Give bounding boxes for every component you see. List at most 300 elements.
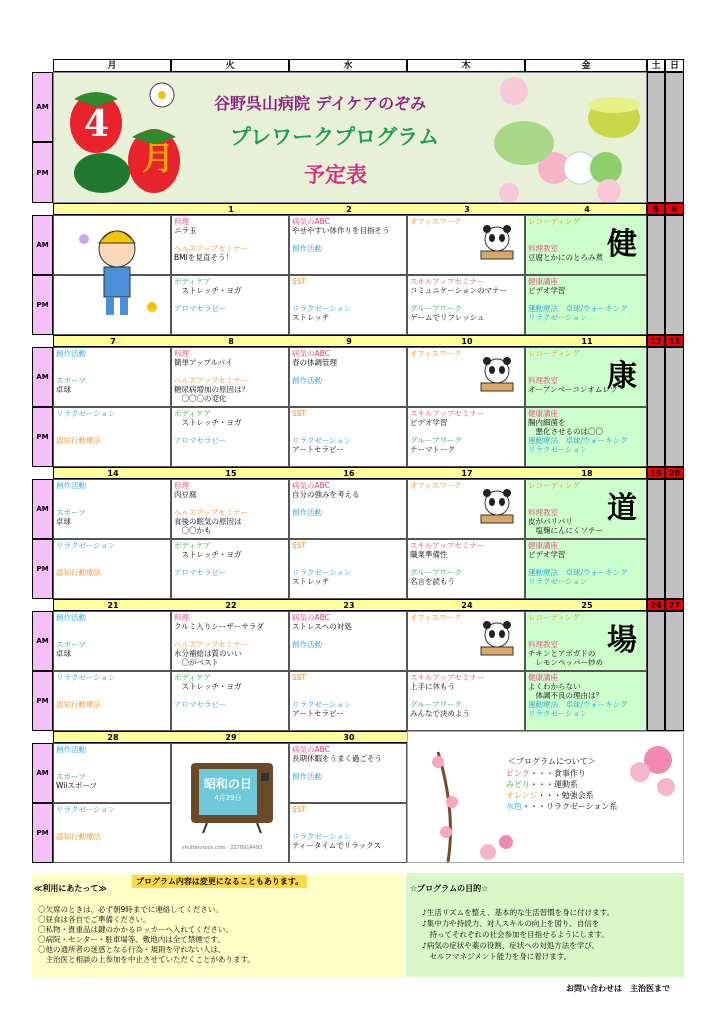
program-detail: [410, 427, 522, 436]
mon-am-cell: [53, 347, 171, 407]
program-detail: [56, 823, 168, 832]
legend-description: ・・・勉強会系: [537, 791, 594, 800]
weekend-cell: [665, 611, 684, 731]
program-category: ボディケア: [174, 541, 211, 550]
usage-heading: ≪利用にあたって≫: [34, 884, 107, 893]
saturday-date: 12: [647, 335, 665, 347]
program-detail: [292, 235, 404, 244]
motto-kanji: 健: [607, 227, 637, 262]
program-category: SST: [292, 673, 307, 682]
program-category: ヘルスアップセミナー: [174, 376, 249, 385]
date-wed: 2: [346, 205, 352, 214]
program-category: レコーディング: [528, 613, 580, 622]
program-category: スキルアップセミナー: [410, 673, 485, 682]
program-category: 認知行動療法: [56, 436, 101, 445]
program-detail: [174, 691, 286, 700]
date-mon: 7: [110, 337, 116, 346]
contact: お問い合わせは 主治医まで: [566, 984, 670, 993]
program-category: 創作活動: [56, 613, 86, 622]
program-detail: [292, 814, 404, 823]
program-detail: 簡単アップルパイ: [174, 358, 233, 367]
program-detail: ゲームでリフレッシュ: [410, 313, 485, 322]
thu-pm-cell: [407, 407, 525, 467]
program-category: 創作活動: [56, 745, 86, 754]
program-detail: 長期休暇をうまく過ごそう: [292, 754, 382, 763]
program-detail: 皮がパリパリ: [528, 517, 573, 526]
program-category: リラクゼーション: [528, 577, 588, 586]
sunday-date: 6: [665, 203, 684, 215]
pm-label: PM: [32, 803, 53, 863]
program-detail: レモンペッパー炒め: [528, 658, 603, 667]
program-detail: BMIを見直そう！: [174, 253, 233, 262]
purpose-list: [422, 907, 614, 962]
mon-am-cell: [53, 611, 171, 671]
legend-description: ・・・リラクゼーション系: [522, 802, 618, 811]
date-mon: 14: [107, 469, 119, 478]
mon-am-cell: [53, 479, 171, 539]
program-category: アロマセラピー: [174, 436, 227, 445]
date-wed: 23: [343, 601, 355, 610]
calendar: [32, 59, 684, 863]
program-detail: ビデオ学習: [410, 418, 448, 427]
program-detail: テーマトーク: [410, 445, 455, 454]
program-category: オフィスワーク: [410, 481, 462, 490]
header-mon: 月: [53, 59, 171, 72]
program-category: 創作活動: [292, 508, 322, 517]
program-about-box: [407, 731, 684, 863]
boy-mascot-icon: [72, 219, 162, 333]
sunday-date: 13: [665, 335, 684, 347]
mon-pm-cell: [53, 803, 171, 863]
program-detail: オープンベーコンオムレツ: [528, 385, 618, 394]
pm-label: PM: [32, 275, 53, 335]
program-category: リラクゼーション: [56, 541, 116, 550]
program-detail: 水分補給は質のいい: [174, 649, 242, 658]
program-category: 創作活動: [292, 772, 322, 781]
program-detail: [174, 235, 286, 244]
program-detail: 肉豆腐: [174, 490, 197, 499]
program-category: アロマセラピー: [174, 304, 227, 313]
program-detail: [56, 550, 168, 559]
program-category: 病気のABC: [292, 217, 330, 226]
date-tue: 1: [228, 205, 234, 214]
program-detail: [410, 691, 522, 700]
pm-label: PM: [32, 671, 53, 731]
program-detail: ストレッチ・ヨガ: [174, 550, 242, 559]
program-detail: [174, 559, 286, 568]
purpose-item: ♪集中力や持続力、対人スキルの向上を図り、自信を: [422, 919, 600, 928]
usage-item: 〇昼食は各自でご準備ください。: [38, 915, 151, 924]
program-category: 認知行動療法: [56, 700, 101, 709]
program-detail: [528, 559, 644, 568]
program-detail: [528, 295, 644, 304]
program-detail: [56, 358, 168, 367]
program-detail: アートセラピー: [292, 445, 344, 454]
program-category: ヘルスアップセミナー: [174, 640, 249, 649]
program-detail: 食後の眠気の原因は: [174, 517, 242, 526]
program-category: オフィスワーク: [410, 217, 462, 226]
program-detail: 卓球: [56, 385, 71, 394]
legend-color-name: オレンジ: [506, 791, 538, 800]
program-category: 認知行動療法: [56, 568, 101, 577]
image-credit: shutterstock.com · 2278914493: [182, 845, 263, 851]
program-category: 創作活動: [56, 349, 86, 358]
program-detail: [410, 559, 522, 568]
header-tue: 火: [171, 59, 289, 72]
program-detail: [292, 286, 404, 295]
date-wed: 16: [343, 469, 355, 478]
header-sun: 日: [665, 59, 684, 72]
usage-box: [32, 873, 404, 977]
program-category: 病気のABC: [292, 349, 330, 358]
am-label: AM: [32, 347, 53, 407]
program-detail: ストレッチ: [292, 577, 330, 586]
program-detail: [292, 631, 404, 640]
panda-icon: [477, 487, 517, 531]
program-category: 創作活動: [292, 244, 322, 253]
program-detail: [56, 490, 168, 499]
wed-pm-cell: [289, 539, 407, 599]
thu-pm-cell: [407, 539, 525, 599]
program-detail: 糖尿病増加の原因は？: [174, 385, 249, 394]
legend-color-name: 水色: [506, 802, 522, 811]
am-label: AM: [32, 611, 53, 671]
program-detail: チキンとアボガドの: [528, 649, 596, 658]
program-detail: ストレッチ・ヨガ: [174, 418, 242, 427]
program-category: 認知行動療法: [56, 832, 101, 841]
program-detail: [56, 367, 168, 376]
motto-kanji: 康: [607, 359, 637, 394]
program-detail: [292, 691, 404, 700]
am-label: AM: [32, 215, 53, 275]
program-category: リラクゼーション: [528, 313, 588, 322]
panda-icon: [477, 619, 517, 663]
program-category: 健康講座: [528, 673, 558, 682]
usage-item: 〇病院・センター・駐車場等、敷地内は全て禁煙です。: [38, 935, 225, 944]
program-detail: [292, 550, 404, 559]
program-category: 料理教室: [528, 640, 558, 649]
program-category: 健康講座: [528, 541, 558, 550]
tue-am-cell: [171, 611, 289, 671]
mon-pm-cell: [53, 671, 171, 731]
tue-pm-cell: [171, 539, 289, 599]
program-category: グループワーク: [410, 436, 462, 445]
saturday-date: 5: [647, 203, 665, 215]
program-detail: ビデオ学習: [528, 550, 566, 559]
program-detail: 悪化させるのは〇〇: [528, 427, 603, 436]
date-row: [53, 335, 647, 347]
program-legend-item: [506, 801, 617, 812]
program-detail: ビデオ学習: [528, 286, 566, 295]
program-detail: [174, 427, 286, 436]
program-detail: ストレッチ: [292, 313, 330, 322]
program-category: ヘルスアップセミナー: [174, 244, 249, 253]
program-detail: [56, 682, 168, 691]
tue-am-cell: [171, 479, 289, 539]
am-label: AM: [32, 72, 53, 142]
date-row: [53, 599, 647, 611]
program-detail: ストレッチ・ヨガ: [174, 286, 242, 295]
tue-am-cell: [171, 215, 289, 275]
banner-sat: [647, 72, 665, 203]
sunday-date: 27: [665, 599, 684, 611]
program-about-list: [506, 768, 617, 812]
program-detail: [56, 418, 168, 427]
panda-icon: [477, 355, 517, 399]
header-wed: 水: [289, 59, 407, 72]
month-kanji: 月: [142, 139, 175, 177]
program-category: ボディケア: [174, 277, 211, 286]
purpose-item: 持ってそれぞれの社会参加を目指せるようにします。: [422, 930, 609, 939]
showa-title: 昭和の日: [203, 777, 252, 791]
banner-sun: [665, 72, 684, 203]
purpose-heading: ☆プログラムの目的☆: [410, 884, 489, 893]
program-category: 健康講座: [528, 277, 558, 286]
program-category: グループワーク: [410, 304, 462, 313]
program-detail: [292, 559, 404, 568]
showa-tv: [187, 755, 277, 835]
fri-pm-cell: [525, 275, 647, 335]
pm-label: PM: [32, 539, 53, 599]
date-wed: 30: [343, 733, 355, 742]
program-detail: [174, 367, 286, 376]
title-banner: [53, 72, 647, 203]
weekend-cell: [665, 479, 684, 599]
program-category: リラクゼーション: [292, 436, 352, 445]
weekend-cell: [647, 479, 665, 599]
purpose-item: セルフマネジメント能力を身に着けます。: [422, 952, 572, 961]
wed-am-cell: [289, 347, 407, 407]
tue-pm-cell: [171, 275, 289, 335]
program-detail: 職業準備性: [410, 550, 448, 559]
wed-pm-cell: [289, 803, 407, 863]
weekend-cell: [665, 215, 684, 335]
weekend-cell: [647, 215, 665, 335]
header-thu: 木: [407, 59, 525, 72]
program-category: レコーディング: [528, 349, 580, 358]
wed-pm-cell: [289, 407, 407, 467]
program-category: グループワーク: [410, 568, 462, 577]
program-detail: [56, 499, 168, 508]
legend-description: ・・・食事作り: [529, 769, 586, 778]
program-detail: [56, 559, 168, 568]
program-category: 料理: [174, 613, 189, 622]
program-detail: コミュニケーションのマナー: [410, 286, 508, 295]
program-category: 病気のABC: [292, 481, 330, 490]
program-category: スポーツ: [56, 640, 86, 649]
program-detail: 上手に休もう: [410, 682, 455, 691]
program-category: SST: [292, 409, 307, 418]
mon-pm-cell: [53, 539, 171, 599]
date-mon: 28: [107, 733, 119, 742]
program-category: リラクゼーション: [528, 445, 588, 454]
program-detail: [292, 418, 404, 427]
program-detail: みんなで決めよう: [410, 709, 470, 718]
program-category: 運動療法 卓球/ウォーキング: [528, 700, 628, 709]
panda-icon: [477, 223, 517, 267]
date-tue: 29: [225, 733, 237, 742]
program-category: SST: [292, 541, 307, 550]
program-category: 料理: [174, 481, 189, 490]
program-detail: 〇〇〇の変化: [174, 394, 227, 403]
program-detail: [410, 295, 522, 304]
program-category: アロマセラピー: [174, 700, 227, 709]
date-thu: 3: [464, 205, 470, 214]
date-thu: 10: [461, 337, 473, 346]
program-detail: [292, 499, 404, 508]
program-detail: ニラ玉: [174, 226, 197, 235]
weekend-cell: [665, 347, 684, 467]
program-category: 運動療法 卓球/ウォーキング: [528, 304, 628, 313]
program-category: ボディケア: [174, 409, 211, 418]
program-category: リラクゼーション: [56, 673, 116, 682]
mon-pm-cell: [53, 407, 171, 467]
program-category: 料理教室: [528, 244, 558, 253]
program-category: スポーツ: [56, 772, 86, 781]
program-category: 料理: [174, 217, 189, 226]
fri-pm-cell: [525, 671, 647, 731]
date-wed: 9: [346, 337, 352, 346]
program-category: 創作活動: [56, 481, 86, 490]
program-category: リラクゼーション: [292, 568, 352, 577]
program-category: 健康講座: [528, 409, 558, 418]
motto-kanji: 道: [607, 491, 637, 526]
program-category: 創作活動: [292, 640, 322, 649]
program-category: オフィスワーク: [410, 613, 462, 622]
program-category: 料理教室: [528, 376, 558, 385]
program-detail: ティータイムでリラックス: [292, 841, 382, 850]
program-detail: アートセラピー: [292, 709, 344, 718]
date-fri: 25: [581, 601, 593, 610]
usage-item: 〇欠席のときは、必ず朝9時までに連絡してください。: [38, 905, 223, 914]
schedule-title: 予定表: [304, 163, 367, 187]
legend-description: ・・・運動系: [530, 780, 578, 789]
saturday-date: 26: [647, 599, 665, 611]
program-category: リラクゼーション: [56, 805, 116, 814]
usage-list: [38, 905, 255, 965]
wed-am-cell: [289, 743, 407, 803]
program-category: 料理教室: [528, 508, 558, 517]
program-category: 料理: [174, 349, 189, 358]
date-tue: 22: [225, 601, 237, 610]
program-detail: [174, 499, 286, 508]
motto-kanji: 場: [607, 623, 637, 658]
program-detail: Wiiスポーツ: [56, 781, 98, 790]
program-category: レコーディング: [528, 217, 580, 226]
program-detail: [56, 814, 168, 823]
wed-pm-cell: [289, 275, 407, 335]
program-category: ヘルスアップセミナー: [174, 508, 249, 517]
program-category: リラクゼーション: [292, 832, 352, 841]
program-detail: [56, 427, 168, 436]
program-detail: ストレッチ・ヨガ: [174, 682, 242, 691]
program-title: プレワークプログラム: [230, 125, 439, 149]
date-mon: 21: [107, 601, 119, 610]
thu-pm-cell: [407, 671, 525, 731]
hospital-name: 谷野呉山病院 デイケアのぞみ: [214, 94, 427, 113]
showa-date: 4月29日: [214, 794, 242, 802]
program-category: リラクゼーション: [528, 709, 588, 718]
month-number: 4: [84, 103, 110, 145]
program-detail: [174, 631, 286, 640]
purpose-box: [406, 873, 684, 977]
legend-color-name: ピンク: [506, 769, 530, 778]
program-legend-item: [506, 790, 617, 801]
program-detail: 豆腐とかにのとろみ煮: [528, 253, 603, 262]
sunday-date: 20: [665, 467, 684, 479]
program-category: 病気のABC: [292, 613, 330, 622]
date-row: [53, 203, 647, 215]
date-fri: 18: [581, 469, 593, 478]
tue-pm-cell: [171, 671, 289, 731]
program-detail: [56, 754, 168, 763]
legend-color-name: みどり: [506, 780, 530, 789]
date-fri: 11: [581, 337, 593, 346]
program-detail: よくわからない: [528, 682, 581, 691]
program-detail: ストレスへの対処: [292, 622, 352, 631]
purpose-item: ♪病気の症状や薬の役割、症状への対処方法を学び、: [422, 941, 599, 950]
program-detail: [56, 763, 168, 772]
tue-pm-cell: [171, 407, 289, 467]
usage-item: 〇私物・貴重品は鍵のかかるロッカーへ入れてください。: [38, 925, 233, 934]
am-label: AM: [32, 743, 53, 803]
program-detail: [292, 427, 404, 436]
program-detail: クルミ入りシーザーサラダ: [174, 622, 264, 631]
wed-am-cell: [289, 215, 407, 275]
program-detail: 体調不良の理由は？: [528, 691, 603, 700]
program-category: 創作活動: [292, 376, 322, 385]
program-category: リラクゼーション: [56, 409, 116, 418]
program-detail: [292, 682, 404, 691]
program-category: リラクゼーション: [292, 304, 352, 313]
wed-am-cell: [289, 479, 407, 539]
program-detail: [56, 691, 168, 700]
date-tue: 15: [225, 469, 237, 478]
program-category: スポーツ: [56, 508, 86, 517]
wed-am-cell: [289, 611, 407, 671]
program-about-heading: ＜プログラムについて＞: [508, 757, 596, 766]
program-detail: 塩麹にんにくソテー: [528, 526, 603, 535]
program-detail: 卓球: [56, 649, 71, 658]
program-category: オフィスワーク: [410, 349, 462, 358]
fri-pm-cell: [525, 407, 647, 467]
usage-item: 主治医と相談の上参加を中止させていただくことがあります。: [38, 955, 255, 964]
saturday-date: 19: [647, 467, 665, 479]
program-detail: 〇がベスト: [174, 658, 219, 667]
program-detail: [174, 295, 286, 304]
program-category: 運動療法 卓球/ウォーキング: [528, 568, 628, 577]
header-fri: 金: [525, 59, 647, 72]
date-thu: 17: [461, 469, 473, 478]
program-detail: やせやすい体作りを目指そう: [292, 226, 390, 235]
date-tue: 8: [228, 337, 234, 346]
program-category: スキルアップセミナー: [410, 409, 485, 418]
pm-label: PM: [32, 142, 53, 203]
program-category: グループワーク: [410, 700, 462, 709]
wed-pm-cell: [289, 671, 407, 731]
program-category: SST: [292, 277, 307, 286]
program-detail: [56, 631, 168, 640]
program-detail: [292, 823, 404, 832]
program-category: リラクゼーション: [292, 700, 352, 709]
program-detail: [56, 622, 168, 631]
program-category: スポーツ: [56, 376, 86, 385]
program-detail: 腸内細菌を: [528, 418, 566, 427]
program-category: アロマセラピー: [174, 568, 227, 577]
program-detail: [292, 367, 404, 376]
program-category: ボディケア: [174, 673, 211, 682]
tue-am-cell: [171, 347, 289, 407]
